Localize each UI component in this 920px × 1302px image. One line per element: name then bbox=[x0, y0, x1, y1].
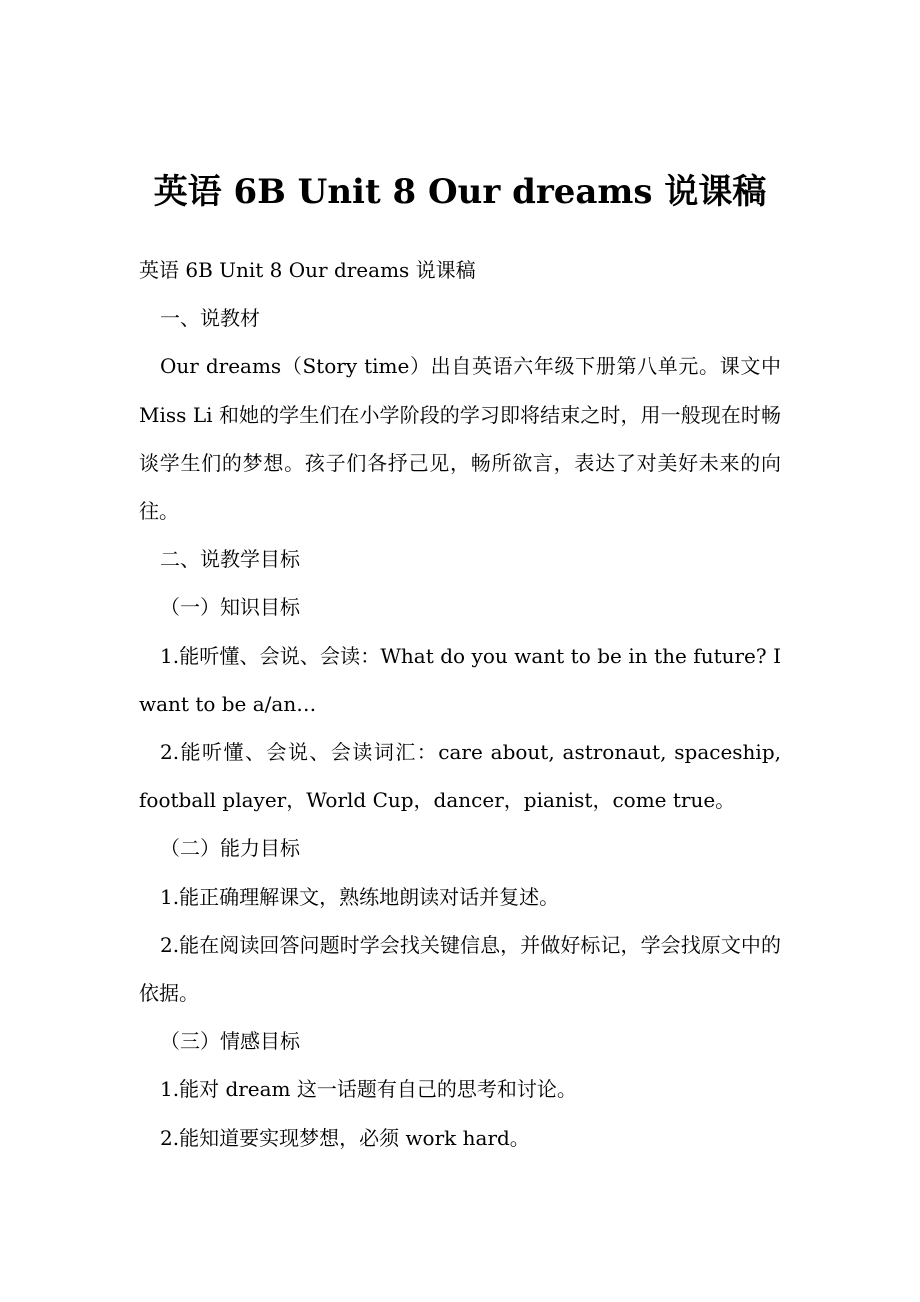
subheading-emotional-goals: （三）情感目标 bbox=[160, 1029, 300, 1054]
document-title: 英语 6B Unit 8 Our dreams 说课稿 bbox=[153, 172, 767, 212]
subheading-ability-goals: （二）能力目标 bbox=[160, 836, 300, 861]
emotional-goal-item-1: 1.能对 dream 这一话题有自己的思考和讨论。 bbox=[160, 1077, 577, 1102]
ability-goal-item-2: 2.能在阅读回答问题时学会找关键信息，并做好标记，学会找原文中的依据。 bbox=[139, 932, 781, 1006]
subheading-knowledge-goals: （一）知识目标 bbox=[160, 595, 300, 620]
subtitle-line: 英语 6B Unit 8 Our dreams 说课稿 bbox=[139, 258, 476, 282]
ability-goal-item-1: 1.能正确理解课文，熟练地朗读对话并复述。 bbox=[160, 884, 560, 909]
paragraph-textbook-description: Our dreams（Story time）出自英语六年级下册第八单元。课文中 Miss Li 和她的学生们在小学阶段的学习即将结束之时，用一般现在时畅谈学生们的梦想。孩子们各抒己见，畅所欲言，表达了对美好未来的向往。 bbox=[139, 354, 781, 524]
section-heading-objectives: 二、说教学目标 bbox=[160, 547, 300, 572]
emotional-goal-item-2: 2.能知道要实现梦想，必须 work hard。 bbox=[160, 1125, 530, 1150]
knowledge-goal-item-1: 1.能听懂、会说、会读：What do you want to be in the future? I want to be a/an… bbox=[139, 643, 781, 716]
document-body bbox=[139, 246, 781, 1162]
section-heading-textbook: 一、说教材 bbox=[160, 306, 260, 331]
knowledge-goal-item-2: 2.能听懂、会说、会读词汇：care about, astronaut, spaceship, football player，World Cup，dancer，pianist，come true。 bbox=[139, 740, 781, 813]
